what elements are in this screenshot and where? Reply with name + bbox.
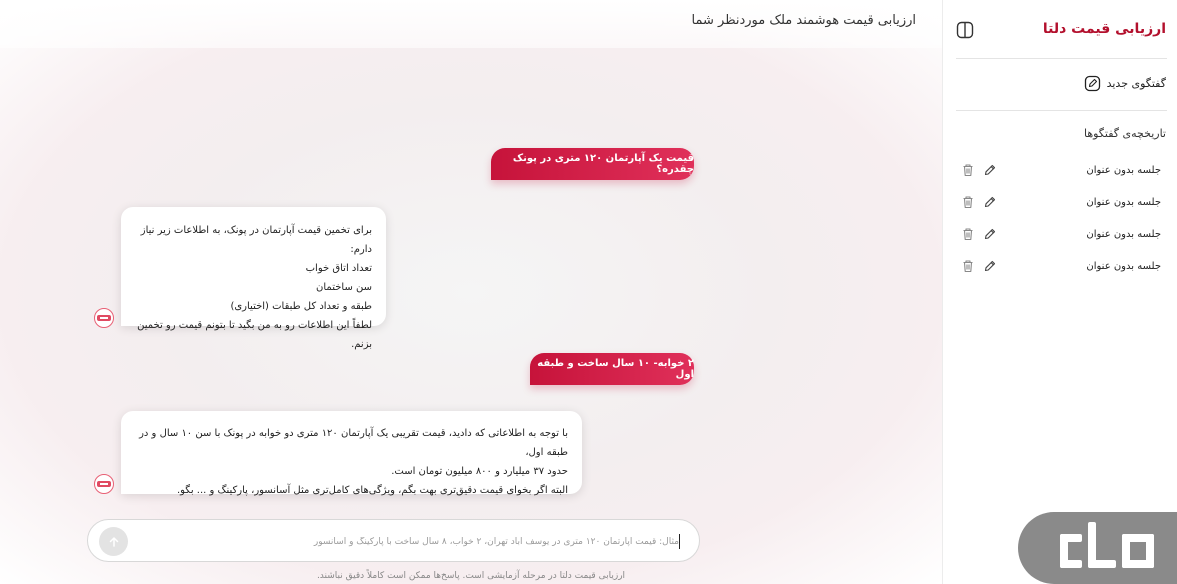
bot-message-line: طبقه و تعداد کل طبقات (اختیاری) — [230, 301, 372, 312]
disclaimer-text: ارزیابی قیمت دلتا در مرحله آزمایشی است. پاسخ‌ها ممکن است کاملاً دقیق نباشند. — [316, 571, 626, 581]
bot-message-line: لطفاً این اطلاعات رو به من بگید تا بتونم قیمت رو تخمین بزنم. — [137, 320, 372, 350]
session-label: جلسه بدون عنوان — [1086, 260, 1161, 272]
bot-message-line: تعداد اتاق خواب — [305, 263, 372, 274]
pencil-icon[interactable] — [983, 259, 997, 273]
bot-avatar — [94, 474, 114, 494]
session-item[interactable] — [961, 224, 1161, 244]
bot-message-line: سن ساختمان — [316, 282, 372, 293]
trash-icon[interactable] — [961, 195, 975, 209]
pencil-icon[interactable] — [983, 227, 997, 241]
divider — [956, 110, 1167, 111]
bot-message — [121, 411, 582, 494]
edit-square-icon — [1084, 75, 1101, 92]
pencil-icon[interactable] — [983, 163, 997, 177]
message-input[interactable] — [157, 531, 681, 553]
session-label: جلسه بدون عنوان — [1086, 228, 1161, 240]
sidebar — [942, 0, 1177, 584]
session-label: جلسه بدون عنوان — [1086, 196, 1161, 208]
session-item[interactable] — [961, 160, 1161, 180]
bot-message — [121, 207, 386, 350]
delta-logo-icon — [97, 313, 111, 323]
text-caret — [679, 534, 680, 549]
trash-icon[interactable] — [961, 259, 975, 273]
new-chat-button[interactable] — [1084, 75, 1166, 92]
pencil-icon[interactable] — [983, 195, 997, 209]
divider — [956, 58, 1167, 59]
history-title: تاریخچه‌ی گفتگوها — [1083, 127, 1166, 140]
user-message — [530, 353, 694, 385]
session-item[interactable] — [961, 192, 1161, 212]
bot-avatar — [94, 308, 114, 328]
bot-message-line: برای تخمین قیمت آپارتمان در پونک، به اطلاعات زیر نیاز دارم: — [140, 225, 372, 255]
send-button[interactable] — [99, 527, 128, 556]
session-label: جلسه بدون عنوان — [1086, 164, 1161, 176]
new-chat-label: گفتگوی جدید — [1106, 77, 1166, 90]
bot-message-line: با توجه به اطلاعاتی که دادید، قیمت تقریبی یک آپارتمان ۱۲۰ متری دو خوابه در پونک با سن ۱۰ سال و در طبقه اول، — [139, 428, 568, 458]
bot-message-line: البته اگر بخوای قیمت دقیق‌تری بهت بگم، ویژگی‌های کامل‌تری مثل آسانسور، پارکینگ و ... بگو. — [176, 485, 568, 496]
session-item[interactable] — [961, 256, 1161, 276]
delta-logo-icon — [1018, 512, 1177, 584]
trash-icon[interactable] — [961, 163, 975, 177]
delta-logo-badge — [1018, 512, 1177, 584]
sidebar-toggle-icon[interactable] — [956, 21, 974, 39]
user-message-text: قیمت یک آپارتمان ۱۲۰ متری در پونک چقدره؟ — [512, 153, 694, 175]
trash-icon[interactable] — [961, 227, 975, 241]
delta-logo-icon — [97, 479, 111, 489]
page-title: ارزیابی قیمت هوشمند ملک موردنظر شما — [691, 13, 916, 28]
user-message-text: ۲ خوابه- ۱۰ سال ساخت و طبقه اول — [537, 358, 694, 380]
arrow-up-icon — [108, 536, 120, 548]
bot-message-line: حدود ۳۷ میلیارد و ۸۰۰ میلیون تومان است. — [391, 466, 568, 477]
brand-title: ارزیابی قیمت دلتا — [1042, 21, 1166, 37]
message-composer — [87, 519, 700, 562]
user-message — [491, 148, 694, 180]
